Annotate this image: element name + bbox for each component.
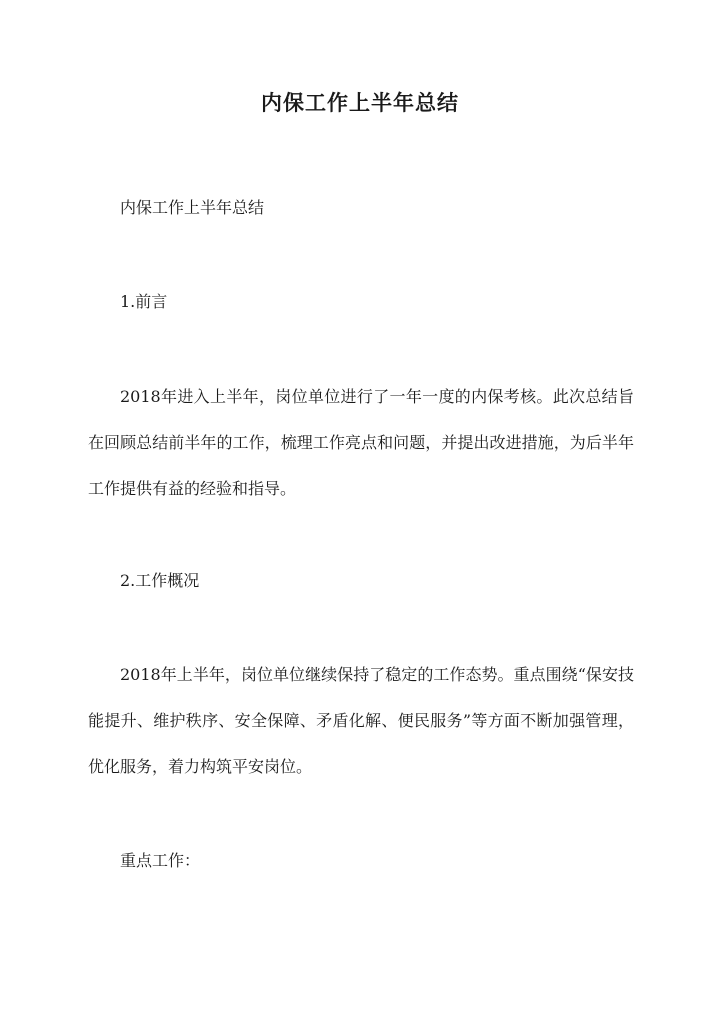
section-body-overview: 2018年上半年，岗位单位继续保持了稳定的工作态势。重点围绕“保安技能提升、维护秩序、安全保障、矛盾化解、便民服务”等方面不断加强管理，优化服务，着力构筑平安岗位。 bbox=[88, 665, 634, 776]
document-subtitle: 内保工作上半年总结 bbox=[120, 198, 265, 217]
document-title: 内保工作上半年总结 bbox=[261, 90, 459, 115]
section-heading-overview: 2.工作概况 bbox=[120, 571, 200, 590]
section-heading-key-work: 重点工作： bbox=[120, 851, 201, 870]
section-heading-preface: 1.前言 bbox=[120, 292, 168, 311]
section-body-preface: 2018年进入上半年，岗位单位进行了一年一度的内保考核。此次总结旨在回顾总结前半年的工作，梳理工作亮点和问题，并提出改进措施，为后半年工作提供有益的经验和指导。 bbox=[88, 387, 634, 498]
